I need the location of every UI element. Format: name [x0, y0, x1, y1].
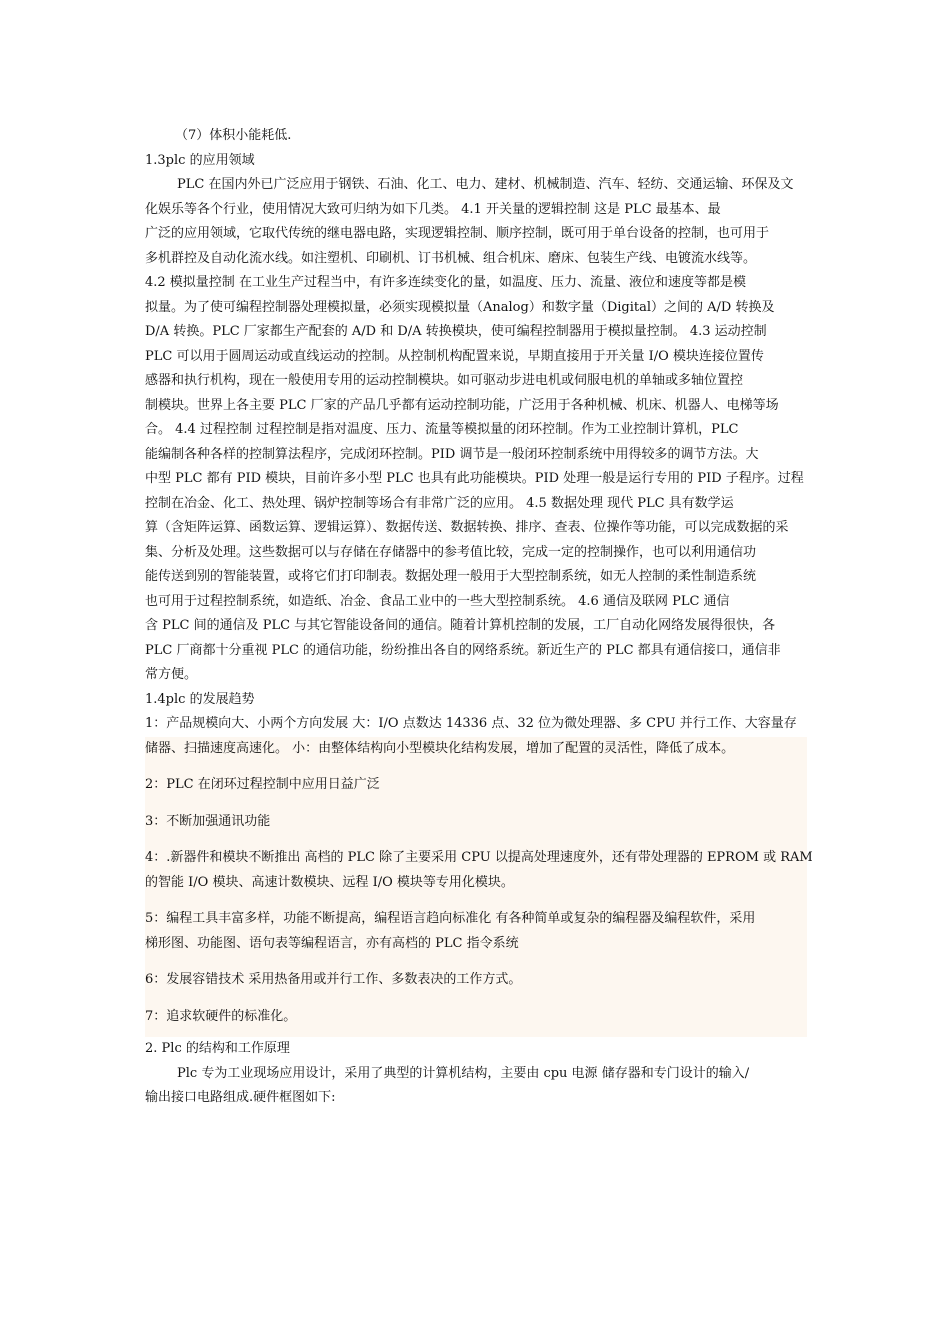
list-item	[145, 1005, 807, 1030]
intro-line: （7）体积小能耗低.	[175, 128, 292, 143]
paragraph-line: 广泛的应用领域，它取代传统的继电器电路，实现逻辑控制、顺序控制，既可用于单台设备的控制，也可用于	[145, 226, 770, 241]
list-gap	[145, 834, 807, 846]
list-item	[145, 810, 807, 835]
list-gap	[145, 1029, 807, 1037]
paragraph-line: 控制在冶金、化工、热处理、锅炉控制等场合有非常广泛的应用。 4.5 数据处理 现代 PLC 具有数学运	[145, 495, 734, 511]
list-item-line: 2：PLC 在闭环过程控制中应用日益广泛	[145, 773, 807, 798]
list-item-line: 4：.新器件和模块不断推出 高档的 PLC 除了主要采用 CPU 以提高处理速度外，还有带处理器的 EPROM 或 RAM	[145, 846, 807, 871]
list-item	[145, 773, 807, 798]
paragraph-line: 多机群控及自动化流水线。如注塑机、印刷机、订书机械、组合机床、磨床、包装生产线、电镀流水线等。	[145, 250, 757, 266]
paragraph-line: PLC 可以用于圆周运动或直线运动的控制。从控制机构配置来说，早期直接用于开关量 I/O 模块连接位置传	[145, 348, 764, 364]
list-item-line: 的智能 I/O 模块、高速计数模块、远程 I/O 模块等专用化模块。	[145, 871, 807, 896]
paragraph-line: 算（含矩阵运算、函数运算、逻辑运算）、数据传送、数据转换、排序、查表、位操作等功能，可以完成数据的采	[145, 520, 789, 535]
section-2-body	[145, 1062, 807, 1111]
paragraph-line: D/A 转换。PLC 厂家都生产配套的 A/D 和 D/A 转换模块，使可编程控制器用于模拟量控制。 4.3 运动控制	[145, 324, 767, 339]
list-item-line: 5：编程工具丰富多样，功能不断提高，编程语言趋向标准化 有各种简单或复杂的编程器及编程软件，采用	[145, 907, 807, 932]
paragraph-line: 感器和执行机构，现在一般使用专用的运动控制模块。如可驱动步进电机或伺服电机的单轴或多轴位置控	[145, 373, 744, 388]
paragraph-line: 制模块。世界上各主要 PLC 厂家的产品几乎都有运动控制功能，广泛用于各种机械、机床、机器人、电梯等场	[145, 397, 779, 413]
section-heading-1-3: 1.3plc 的应用领域	[145, 152, 255, 168]
document-content	[145, 124, 813, 1111]
list-item	[145, 846, 813, 895]
list-item-line: 储器、扫描速度高速化。 小：由整体结构向小型模块化结构发展，增加了配置的灵活性，降低了成本。	[145, 737, 807, 762]
paragraph-line: 合。 4.4 过程控制 过程控制是指对温度、压力、流量等模拟量的闭环控制。作为工业控制计算机，PLC	[145, 422, 739, 437]
paragraph-line: 拟量。为了使可编程控制器处理模拟量，必须实现模拟量（Analog）和数字量（Digital）之间的 A/D 转换及	[145, 299, 775, 315]
paragraph-line: PLC 在国内外已广泛应用于钢铁、石油、化工、电力、建材、机械制造、汽车、轻纺、交通运输、环保及文	[177, 177, 794, 192]
paragraph-line: 能传送到别的智能装置，或将它们打印制表。数据处理一般用于大型控制系统，如无人控制的柔性制造系统	[145, 569, 757, 584]
list-item-line: 3：不断加强通讯功能	[145, 810, 807, 835]
paragraph-line: 化娱乐等各个行业，使用情况大致可归纳为如下几类。 4.1 开关量的逻辑控制 这是 PLC 最基本、最	[145, 201, 721, 217]
paragraph-line: PLC 厂商都十分重视 PLC 的通信功能，纷纷推出各自的网络系统。新近生产的 PLC 都具有通信接口，通信非	[145, 642, 781, 658]
list-gap	[145, 993, 807, 1005]
section-heading-2: 2. Plc 的结构和工作原理	[145, 1041, 290, 1056]
section-1-3-body	[145, 173, 807, 688]
section-heading-1-4: 1.4plc 的发展趋势	[145, 691, 255, 707]
list-gap	[145, 895, 807, 907]
list-item-line: 7：追求软硬件的标准化。	[145, 1005, 807, 1030]
paragraph-line: 能编制各种各样的控制算法程序，完成闭环控制。PID 调节是一般闭环控制系统中用得较多的调节方法。大	[145, 446, 759, 462]
list-gap	[145, 761, 807, 773]
section-1-4-list	[145, 712, 813, 1037]
list-item-line: 梯形图、功能图、语句表等编程语言，亦有高档的 PLC 指令系统	[145, 932, 807, 957]
paragraph-line: 4.2 模拟量控制 在工业生产过程当中，有许多连续变化的量，如温度、压力、流量、液位和速度等都是模	[145, 275, 746, 290]
paragraph-line: 含 PLC 间的通信及 PLC 与其它智能设备间的通信。随着计算机控制的发展，工厂自动化网络发展得很快，各	[145, 618, 776, 633]
paragraph-line: 常方便。	[145, 667, 198, 682]
list-item	[145, 907, 807, 956]
paragraph-line: 也可用于过程控制系统，如造纸、冶金、食品工业中的一些大型控制系统。 4.6 通信及联网 PLC 通信	[145, 593, 730, 609]
paragraph-line: 集、分析及处理。这些数据可以与存储在存储器中的参考值比较，完成一定的控制操作，也可以利用通信功	[145, 544, 757, 560]
paragraph-line: Plc 专为工业现场应用设计，采用了典型的计算机结构，主要由 cpu 电源 储存器和专门设计的输入/	[177, 1065, 750, 1081]
list-gap	[145, 956, 807, 968]
list-item-line: 6：发展容错技术 采用热备用或并行工作、多数表决的工作方式。	[145, 968, 807, 993]
list-item-line: 1：产品规模向大、小两个方向发展 大：I/O 点数达 14336 点、32 位为微处理器、多 CPU 并行工作、大容量存	[145, 716, 797, 731]
paragraph-line: 中型 PLC 都有 PID 模块，目前许多小型 PLC 也具有此功能模块。PID 处理一般是运行专用的 PID 子程序。过程	[145, 471, 804, 486]
list-item	[145, 712, 807, 761]
list-gap	[145, 798, 807, 810]
paragraph-line: 输出接口电路组成.硬件框图如下:	[145, 1090, 336, 1105]
list-item	[145, 968, 807, 993]
